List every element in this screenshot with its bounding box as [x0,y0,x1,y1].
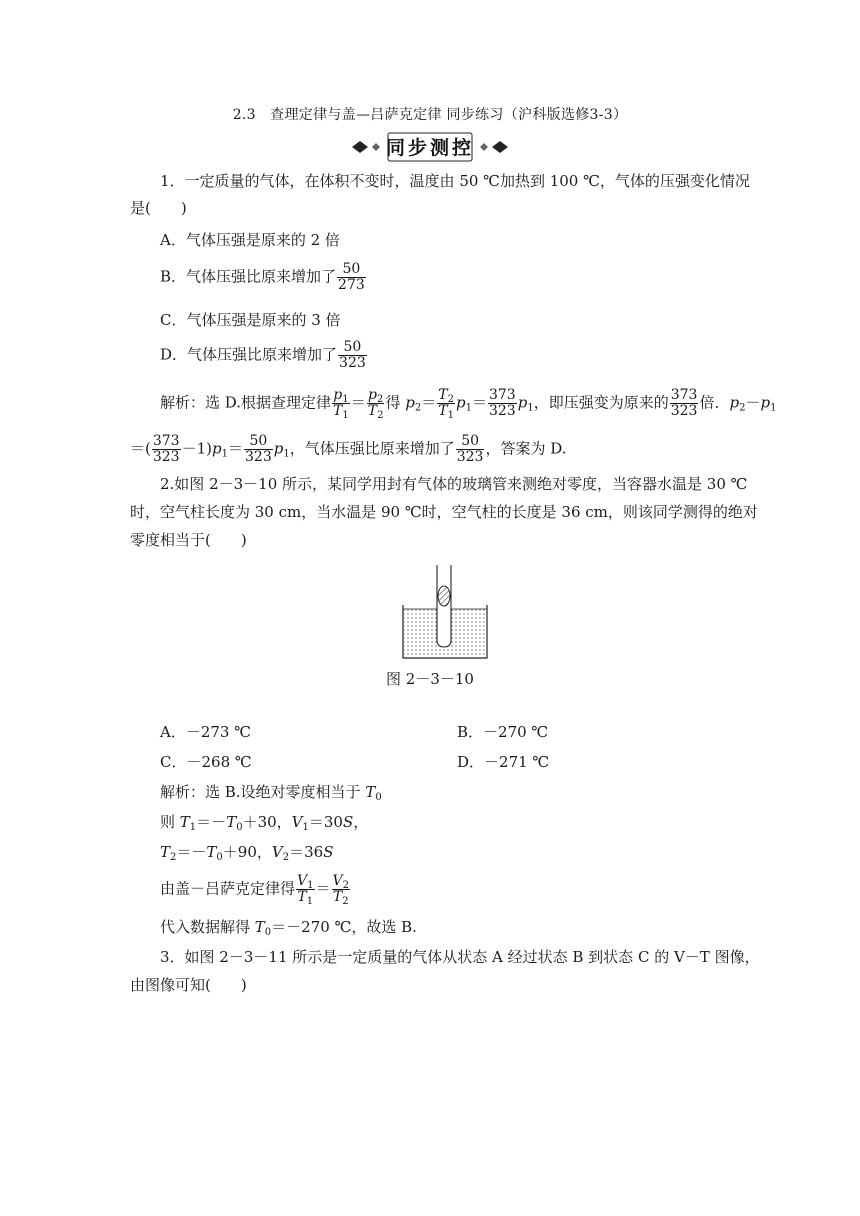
q1-option-d: D．气体压强比原来增加了 $\frac{50}{323}$ [160,339,366,371]
q1-option-a: A．气体压强是原来的 2 倍 [160,231,340,249]
q1-stem-line2: 是( ) [130,199,187,217]
q3-stem-line2: 由图像可知( ) [130,976,247,994]
q2-solution-line1: 解析：选 B.设绝对零度相当于 $T_0$ [160,783,382,803]
q1-option-b: B．气体压强比原来增加了 $\frac{50}{273}$ [160,261,365,293]
q2-solution-line5: 代入数据解得 $T_0=-270$ ℃，故选 B. [160,918,417,938]
q1-solution-line1: 解析：选 D.根据查理定律 $\frac{p_1}{T_1}$ ＝ $\frac{p_2}{T_2}$ 得 $p_2=$ $\frac{T_2}{T_1}$ $p_1=$ $\frac{373}{323}$ $p_1$，即压强变为原来的 $\frac{373}{323}$ 倍．$p_2-p_1$ [160,387,777,421]
document-title: 2.3 查理定律与盖—吕萨克定律 同步练习（沪科版选修3-3） [232,107,628,123]
q2-solution-line4: 由盖－吕萨克定律得 $\frac{V_1}{T_1}$ ＝ $\frac{V_2}{T_2}$ [160,873,350,907]
section-banner-label: 同步测控 [385,137,475,159]
figure-caption: 图 2－3－10 [386,670,474,688]
q2-solution-line2: 则 $T_1=-T_0+30$，$V_1=30S$， [160,813,369,833]
q1-solution-line2: ＝( $\frac{373}{323}$ $-1)p_1=$ $\frac{50}{323}$ $p_1$，气体压强比原来增加了 $\frac{50}{323}$ ，答案为 D. [130,433,567,465]
section-banner [330,130,530,164]
q2-option-b: B．－270 ℃ [457,723,549,741]
q1-stem-line1: 1．一定质量的气体，在体积不变时，温度由 50 ℃加热到 100 ℃，气体的压强变化情况 [160,172,750,190]
q2-stem-line1: 2.如图 2－3－10 所示，某同学用封有气体的玻璃管来测绝对零度，当容器水温是 30 ℃ [160,475,748,493]
q2-solution-line3: $T_2=-T_0+90$，$V_2=36S$ [160,843,334,863]
mercury-plug [438,586,450,606]
figure-container-with-tube [395,565,495,665]
fraction: $\frac{50}{323}$ [339,339,366,371]
q3-stem-line1: 3．如图 2－3－11 所示是一定质量的气体从状态 A 经过状态 B 到状态 C 的 V－T 图像， [160,948,760,966]
q2-option-a: A．－273 ℃ [160,723,252,741]
fraction: $\frac{50}{273}$ [338,261,365,293]
diamond-left-icon [352,141,380,153]
q2-option-c: C．－268 ℃ [160,753,252,771]
q2-option-d: D．－271 ℃ [457,753,550,771]
q2-stem-line3: 零度相当于( ) [130,531,247,549]
q2-stem-line2: 时，空气柱长度为 30 cm，当水温是 90 ℃时，空气柱的长度是 36 cm，则该同学测得的绝对 [130,503,758,521]
diamond-right-icon [480,141,508,153]
q1-option-c: C．气体压强是原来的 3 倍 [160,311,341,329]
